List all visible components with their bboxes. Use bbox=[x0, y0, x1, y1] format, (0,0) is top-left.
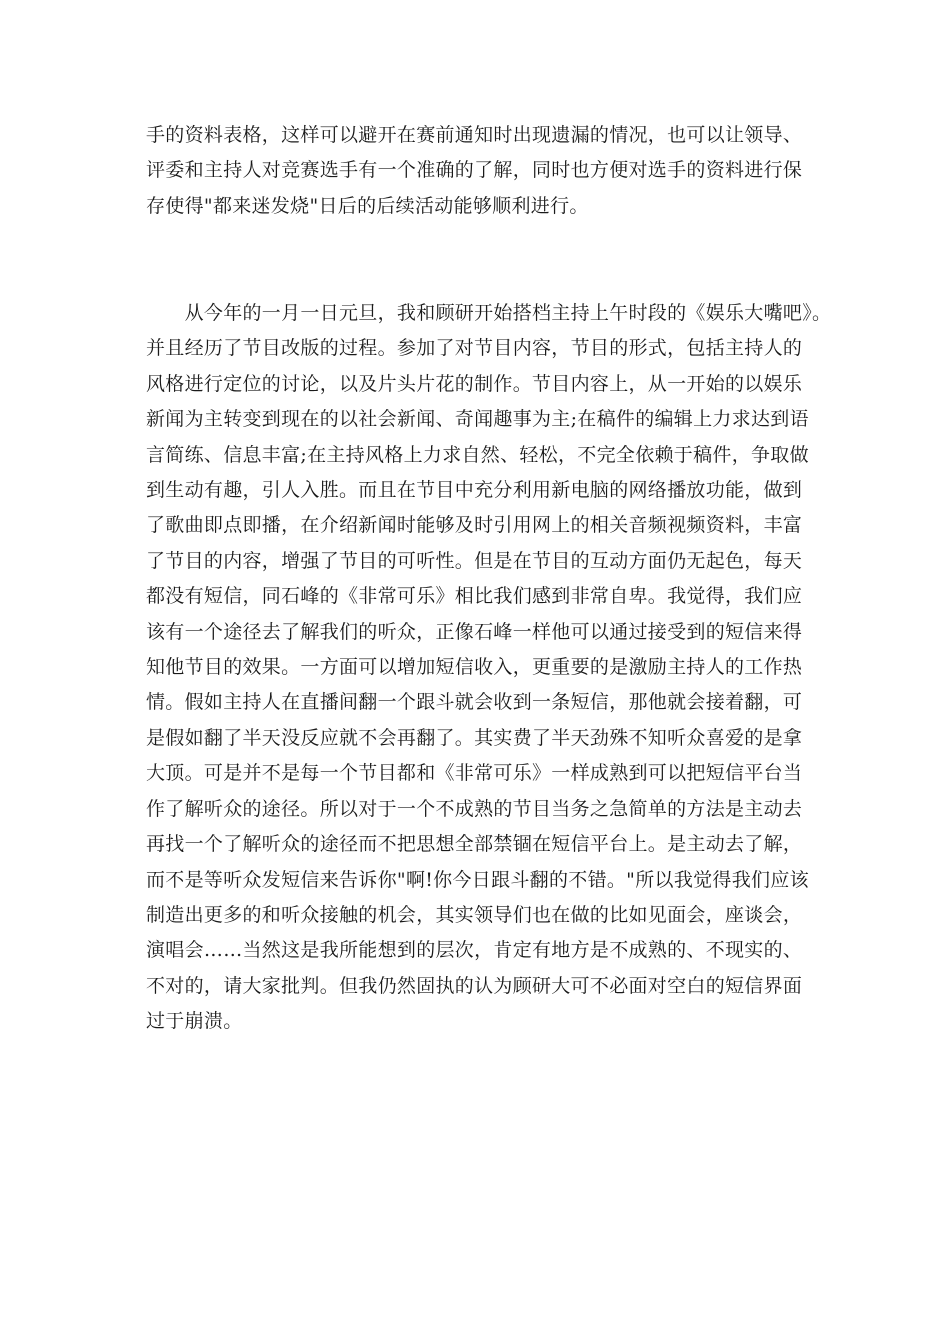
text-line: 从今年的一月一日元旦，我和顾研开始搭档主持上午时段的《娱乐大嘴吧》。 bbox=[146, 302, 832, 324]
text-line: 过于崩溃。 bbox=[146, 1010, 243, 1033]
text-line: 演唱会……当然这是我所能想到的层次，肯定有地方是不成熟的、不现实的、 bbox=[146, 939, 803, 962]
text-line: 都没有短信，同石峰的《非常可乐》相比我们感到非常自卑。我觉得，我们应 bbox=[146, 585, 803, 608]
text-line: 评委和主持人对竞赛选手有一个准确的了解，同时也方便对选手的资料进行保 bbox=[146, 159, 803, 182]
paragraph-2 bbox=[146, 296, 831, 1040]
text-line: 不对的，请大家批判。但我仍然固执的认为顾研大可不必面对空白的短信界面 bbox=[146, 974, 803, 997]
text-line: 该有一个途径去了解我们的听众，正像石峰一样他可以通过接受到的短信来得 bbox=[146, 620, 803, 643]
text-line: 作了解听众的途径。所以对于一个不成熟的节目当务之急简单的方法是主动去 bbox=[146, 797, 803, 820]
text-line: 而不是等听众发短信来告诉你"啊!你今日跟斗翻的不错。"所以我觉得我们应该 bbox=[146, 868, 809, 891]
text-line: 大顶。可是并不是每一个节目都和《非常可乐》一样成熟到可以把短信平台当 bbox=[146, 762, 803, 785]
text-line: 制造出更多的和听众接触的机会，其实领导们也在做的比如见面会，座谈会， bbox=[146, 903, 803, 926]
text-line: 知他节目的效果。一方面可以增加短信收入，更重要的是激励主持人的工作热 bbox=[146, 656, 803, 679]
text-line: 手的资料表格，这样可以避开在赛前通知时出现遗漏的情况，也可以让领导、 bbox=[146, 124, 803, 146]
text-line: 再找一个了解听众的途径而不把思想全部禁锢在短信平台上。是主动去了解， bbox=[146, 833, 803, 856]
text-line: 言简练、信息丰富;在主持风格上力求自然、轻松，不完全依赖于稿件，争取做 bbox=[146, 443, 809, 466]
text-line: 了节目的内容，增强了节目的可听性。但是在节目的互动方面仍无起色，每天 bbox=[146, 549, 803, 572]
text-line: 新闻为主转变到现在的以社会新闻、奇闻趣事为主;在稿件的编辑上力求达到语 bbox=[146, 408, 809, 431]
text-line: 是假如翻了半天没反应就不会再翻了。其实费了半天劲殊不知听众喜爱的是拿 bbox=[146, 726, 803, 749]
text-line: 到生动有趣，引人入胜。而且在节目中充分利用新电脑的网络播放功能，做到 bbox=[146, 479, 803, 502]
paragraph-1 bbox=[146, 118, 802, 224]
text-line: 存使得"都来迷发烧"日后的后续活动能够顺利进行。 bbox=[146, 194, 589, 217]
text-line: 了歌曲即点即播，在介绍新闻时能够及时引用网上的相关音频视频资料，丰富 bbox=[146, 514, 803, 537]
text-line: 情。假如主持人在直播间翻一个跟斗就会收到一条短信，那他就会接着翻，可 bbox=[146, 691, 803, 714]
text-line: 并且经历了节目改版的过程。参加了对节目内容，节目的形式，包括主持人的 bbox=[146, 337, 803, 360]
text-line: 风格进行定位的讨论，以及片头片花的制作。节目内容上，从一开始的以娱乐 bbox=[146, 372, 803, 395]
